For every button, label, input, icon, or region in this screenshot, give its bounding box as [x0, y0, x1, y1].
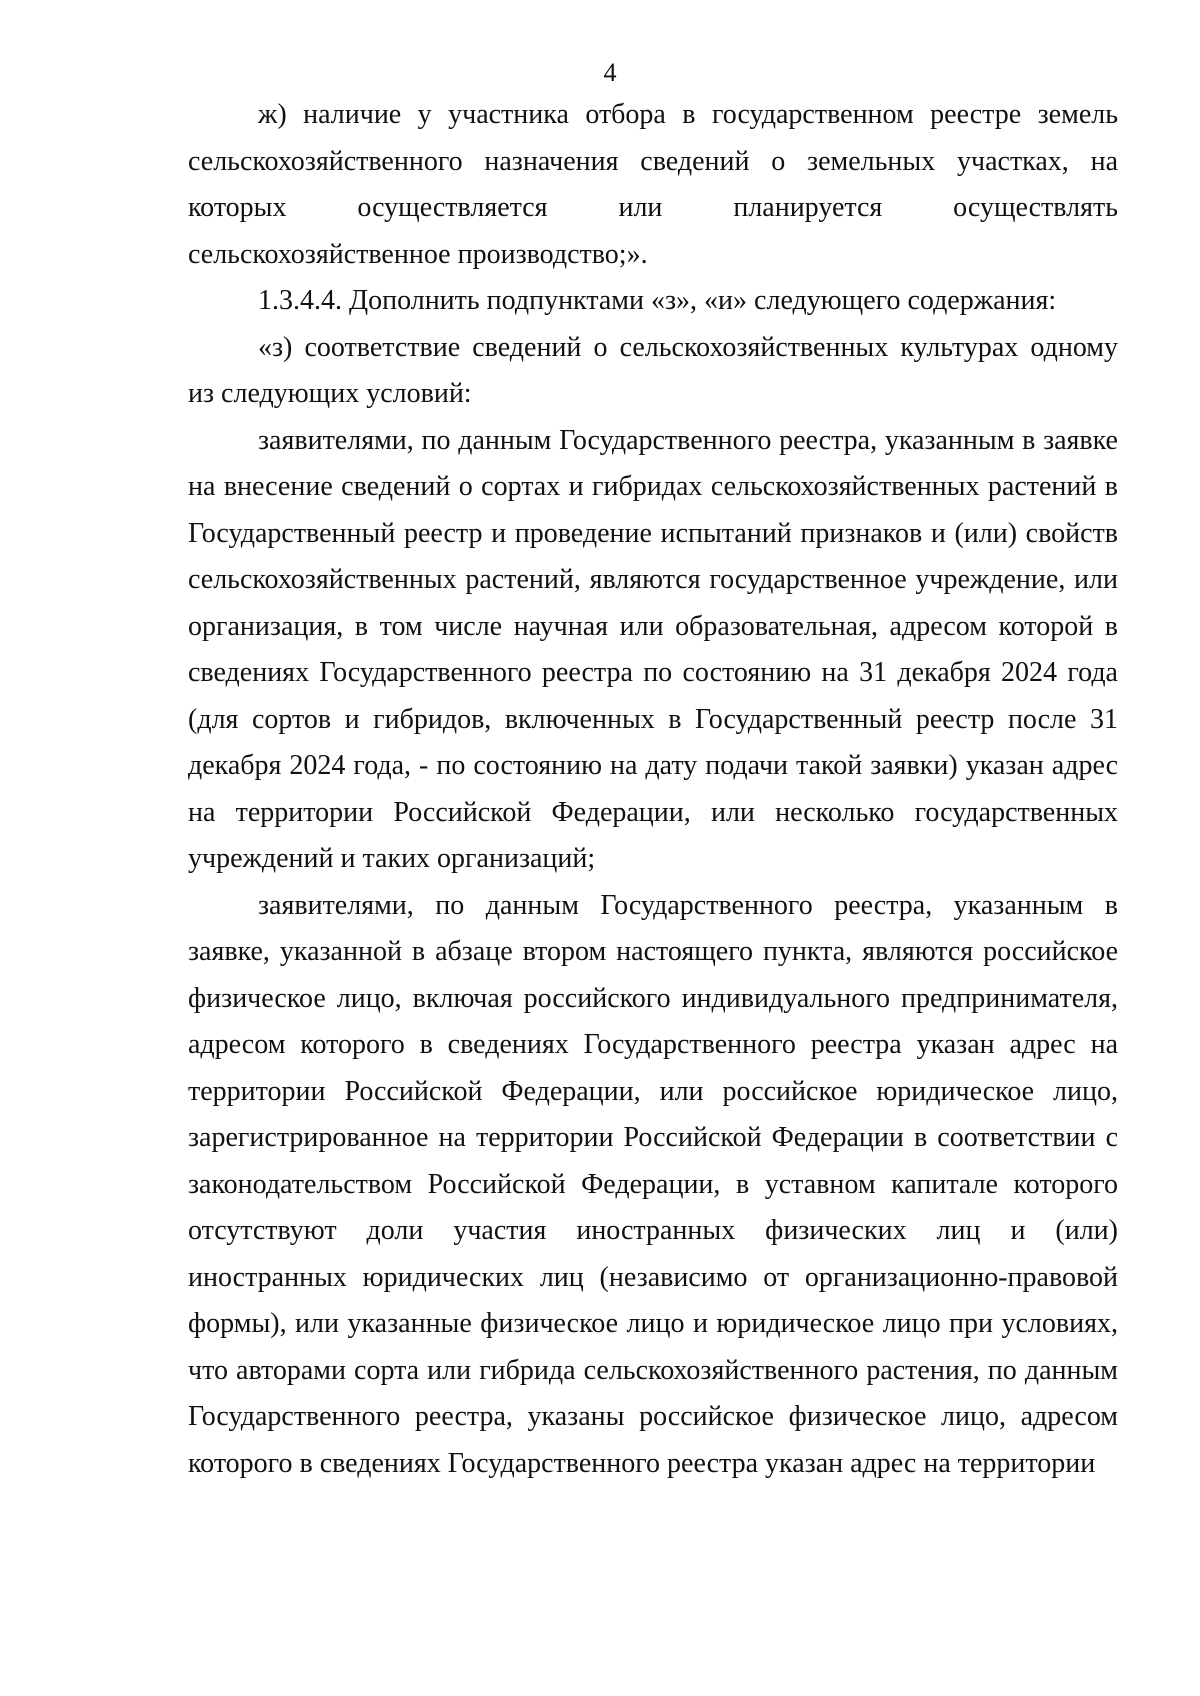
page-number: 4	[603, 58, 617, 87]
paragraph-item-z-intro: «з) соответствие сведений о сельскохозяйственных культурах одному из следующих условий:	[188, 331, 1118, 409]
document-body	[188, 92, 1118, 1487]
paragraph-item-zh: ж) наличие у участника отбора в государственном реестре земель сельскохозяйственного назначения сведений о земельных участках, на которых осуществляется или планируется осуществлять сельскохозяйственное производство;».	[188, 99, 1118, 270]
paragraph-condition-2: заявителями, по данным Государственного реестра, указанным в заявке, указанной в абзаце втором настоящего пункта, являются российское физическое лицо, включая российского индивидуального предпринимателя, адресом которого в сведениях Государственного реестра указан адрес на территории Российской Федерации, или российское юридическое лицо, зарегистрированное на территории Российской Федерации в соответствии с законодательством Российской Федерации, в уставном капитале которого отсутствуют доли участия иностранных физических лиц и (или) иностранных юридических лиц (независимо от организационно-правовой формы), или указанные физическое лицо и юридическое лицо при условиях, что авторами сорта или гибрида сельскохозяйственного растения, по данным Государственного реестра, указаны российское физическое лицо, адресом которого в сведениях Государственного реестра указан адрес на территории	[188, 889, 1118, 1479]
paragraph-amendment-1-3-4-4: 1.3.4.4. Дополнить подпунктами «з», «и» следующего содержания:	[258, 285, 1057, 316]
paragraph-condition-1: заявителями, по данным Государственного реестра, указанным в заявке на внесение сведений о сортах и гибридах сельскохозяйственных растений в Государственный реестр и проведение испытаний признаков и (или) свойств сельскохозяйственных растений, являются государственное учреждение, или организация, в том числе научная или образовательная, адресом которой в сведениях Государственного реестра по состоянию на 31 декабря 2024 года (для сортов и гибридов, включенных в Государственный реестр после 31 декабря 2024 года, - по состоянию на дату подачи такой заявки) указан адрес на территории Российской Федерации, или несколько государственных учреждений и таких организаций;	[188, 424, 1118, 874]
